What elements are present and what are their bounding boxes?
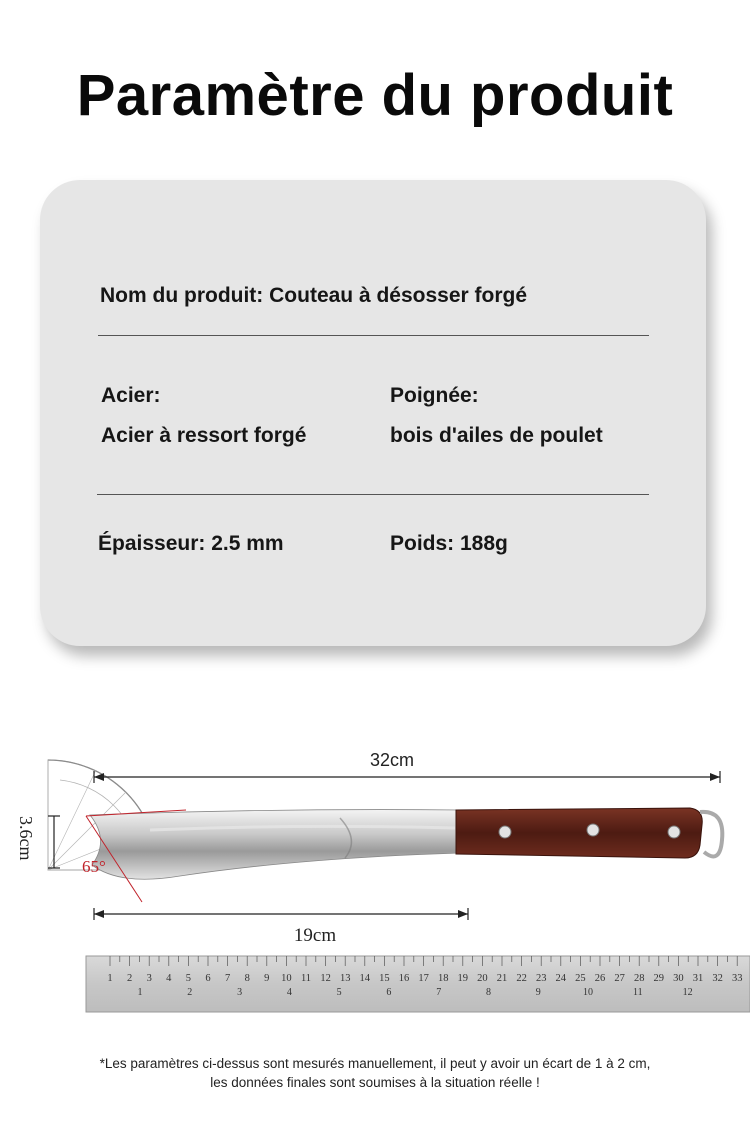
ruler-cm-label: 14 xyxy=(359,973,371,984)
steel-label: Acier: xyxy=(101,384,161,407)
ruler-cm-label: 30 xyxy=(673,973,684,984)
ruler-cm-label: 13 xyxy=(339,973,351,984)
ruler-cm-label: 21 xyxy=(496,973,508,984)
rivet-1 xyxy=(499,826,511,838)
ruler-inch-label: 1 xyxy=(137,987,143,998)
handle-value: bois d'ailes de poulet xyxy=(390,424,603,447)
ruler-inch-label: 5 xyxy=(336,987,342,998)
ruler-inch-label: 4 xyxy=(286,987,292,998)
ruler-cm-label: 1 xyxy=(107,973,113,984)
ruler-cm-label: 23 xyxy=(535,973,547,984)
ruler-cm-label: 2 xyxy=(126,973,133,984)
spec-card xyxy=(40,180,706,646)
ruler-cm-label: 17 xyxy=(418,973,429,984)
rivet-2 xyxy=(587,824,599,836)
knife-diagram xyxy=(0,690,750,1040)
ruler-cm-label: 20 xyxy=(477,973,488,984)
ruler-inch-label: 3 xyxy=(237,987,243,998)
blade-height-label: 3.6cm xyxy=(16,816,36,861)
blade-length-dimension xyxy=(94,908,468,946)
ruler-inch-label: 6 xyxy=(386,987,392,998)
ruler-cm-label: 4 xyxy=(166,973,172,984)
disclaimer-line-2: les données finales sont soumises à la situation réelle ! xyxy=(210,1075,540,1090)
ruler-inch-label: 8 xyxy=(485,987,491,998)
ruler-cm-label: 16 xyxy=(398,973,410,984)
ruler-cm-label: 31 xyxy=(692,973,704,984)
ruler-inch-label: 10 xyxy=(583,987,594,998)
ruler-cm-label: 5 xyxy=(185,973,192,984)
ruler-cm-label: 22 xyxy=(516,973,527,984)
ruler-cm-label: 15 xyxy=(379,973,390,984)
hanging-loop xyxy=(700,812,722,857)
disclaimer xyxy=(0,1054,750,1092)
total-length-label: 32cm xyxy=(369,750,415,770)
ruler-inch-label: 7 xyxy=(436,987,442,998)
ruler-cm-label: 26 xyxy=(594,973,606,984)
divider-bottom xyxy=(97,494,649,495)
steel-value: Acier à ressort forgé xyxy=(101,424,307,447)
ruler-inch-label: 12 xyxy=(682,987,693,998)
ruler-cm-label: 32 xyxy=(712,973,723,984)
ruler xyxy=(86,956,750,1012)
ruler-cm-label: 29 xyxy=(653,973,665,984)
knife-handle xyxy=(456,808,702,858)
ruler-cm-label: 3 xyxy=(146,973,152,984)
thickness: Épaisseur: 2.5 mm xyxy=(98,532,284,555)
ruler-inch-label: 11 xyxy=(633,987,643,998)
ruler-cm-label: 11 xyxy=(300,973,312,984)
blade xyxy=(90,810,460,880)
blade-length-label: 19cm xyxy=(293,925,337,946)
angle-label: 65° xyxy=(82,857,106,876)
divider-top xyxy=(98,335,649,336)
rivet-3 xyxy=(668,826,680,838)
disclaimer-line-1: *Les paramètres ci-dessus sont mesurés manuellement, il peut y avoir un écart de 1 à 2 cm, xyxy=(99,1056,651,1071)
ruler-cm-label: 7 xyxy=(224,973,231,984)
weight: Poids: 188g xyxy=(390,532,508,555)
ruler-cm-label: 12 xyxy=(320,973,331,984)
ruler-cm-label: 9 xyxy=(264,973,270,984)
ruler-cm-label: 10 xyxy=(281,973,292,984)
ruler-cm-label: 8 xyxy=(244,973,250,984)
handle-label: Poignée: xyxy=(390,384,479,407)
ruler-cm-label: 18 xyxy=(437,973,449,984)
ruler-cm-label: 6 xyxy=(205,973,211,984)
product-name: Nom du produit: Couteau à désosser forgé xyxy=(100,284,528,307)
ruler-inch-label: 9 xyxy=(535,987,541,998)
ruler-cm-label: 19 xyxy=(457,973,469,984)
page-title: Paramètre du produit xyxy=(76,63,674,128)
blade-height-dimension xyxy=(16,816,60,868)
total-length-dimension xyxy=(94,750,720,783)
ruler-cm-label: 33 xyxy=(731,973,743,984)
ruler-cm-label: 25 xyxy=(575,973,586,984)
ruler-cm-label: 27 xyxy=(614,973,625,984)
ruler-cm-label: 28 xyxy=(633,973,645,984)
ruler-inch-label: 2 xyxy=(187,987,193,998)
ruler-cm-label: 24 xyxy=(555,973,567,984)
